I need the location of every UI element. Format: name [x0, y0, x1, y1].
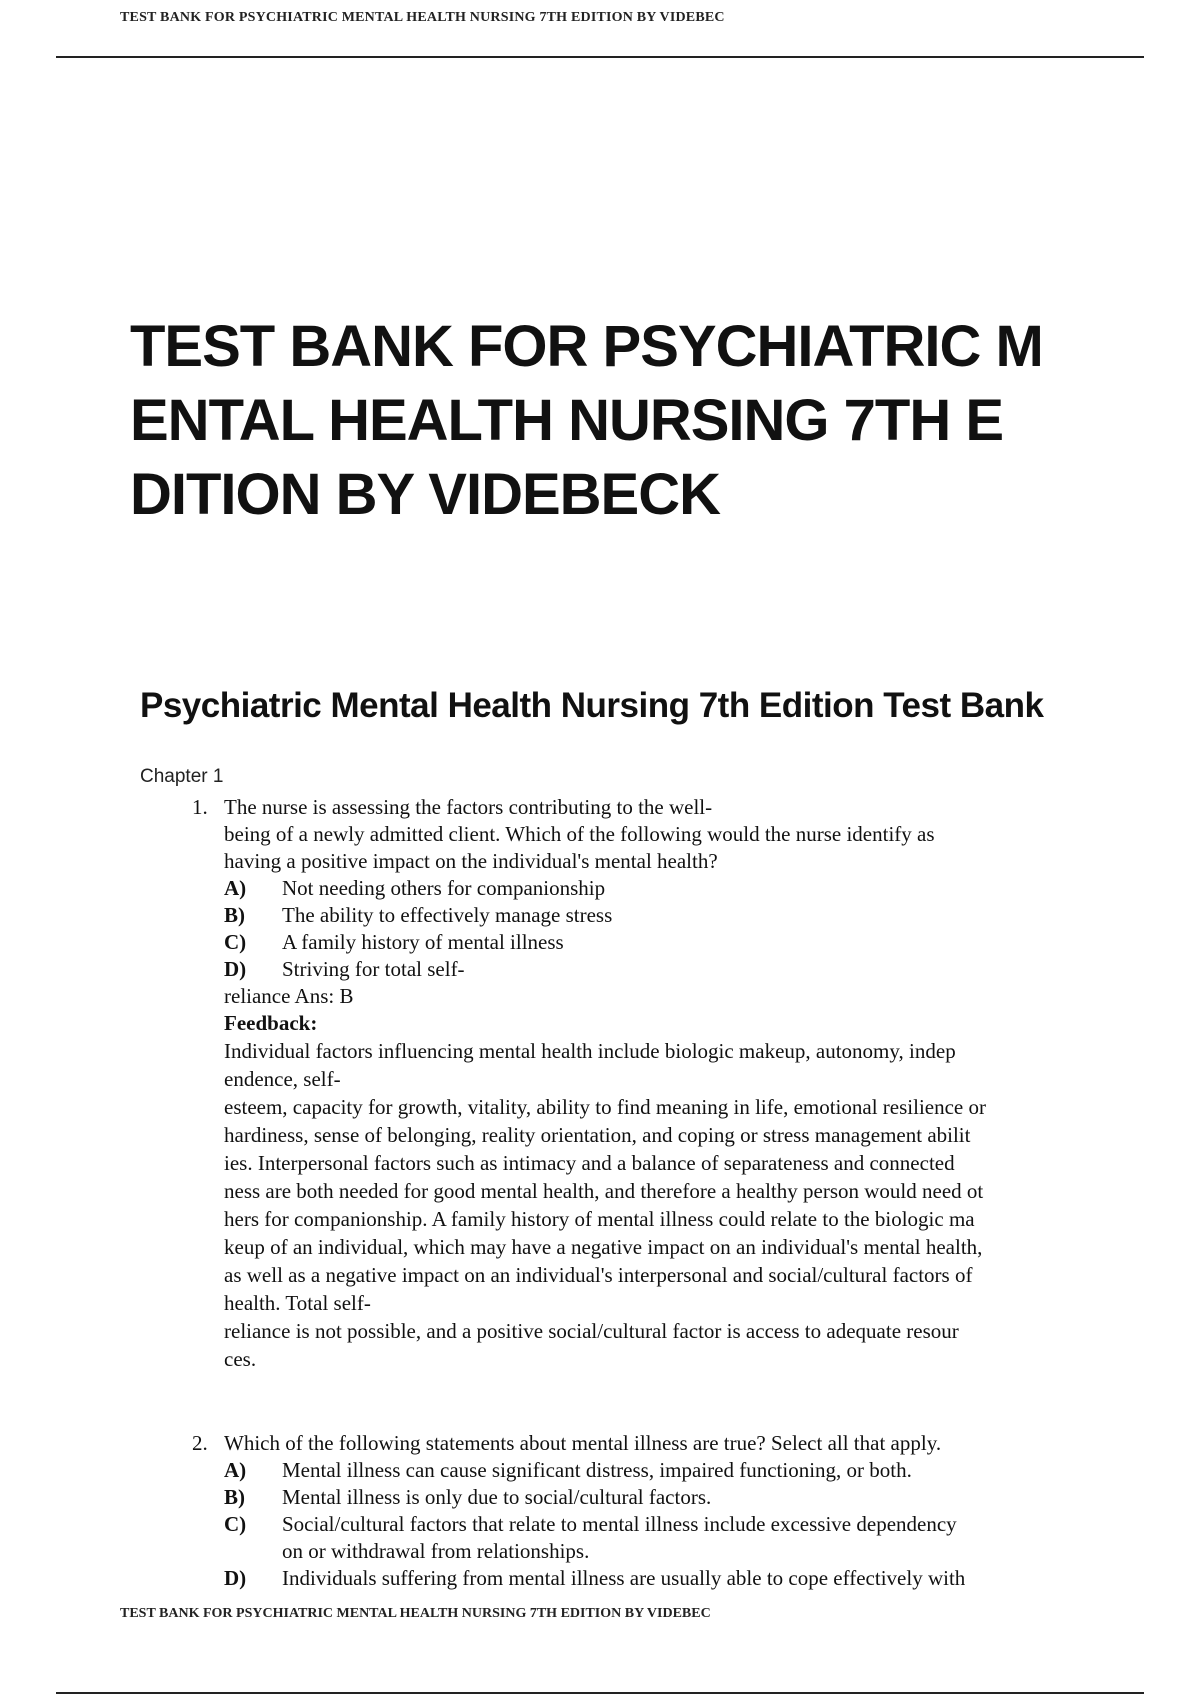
running-header: TEST BANK FOR PSYCHIATRIC MENTAL HEALTH NURSING 7TH EDITION BY VIDEBEC [120, 10, 725, 25]
answer-option-b [192, 902, 1072, 929]
question-2 [192, 1430, 1072, 1592]
document-title [130, 310, 1130, 532]
feedback-line: ies. Interpersonal factors such as intimacy and a balance of separateness and connected [224, 1151, 955, 1175]
title-line: TEST BANK FOR PSYCHIATRIC M [130, 314, 1043, 379]
question-1 [192, 794, 1072, 1373]
feedback-line: ness are both needed for good mental health, and therefore a healthy person would need ot [224, 1179, 984, 1203]
option-text: The ability to effectively manage stress [282, 903, 613, 927]
chapter-label: Chapter 1 [140, 766, 224, 787]
option-text: Mental illness can cause significant distress, impaired functioning, or both. [282, 1458, 912, 1482]
answer-option-b [192, 1484, 1072, 1511]
answer-option-c [192, 1511, 1072, 1538]
option-text: Social/cultural factors that relate to mental illness include excessive dependency [282, 1512, 957, 1536]
option-letter: D) [224, 1566, 247, 1590]
footer-divider [56, 1692, 1144, 1694]
option-letter: B) [224, 903, 245, 927]
option-text: on or withdrawal from relationships. [282, 1539, 590, 1563]
feedback-line: hers for companionship. A family history of mental illness could relate to the biologic ma [224, 1207, 975, 1231]
option-letter: C) [224, 1512, 247, 1536]
feedback-line: hardiness, sense of belonging, reality orientation, and coping or stress management abilit [224, 1123, 971, 1147]
title-line: ENTAL HEALTH NURSING 7TH E [130, 388, 1004, 453]
option-text: Individuals suffering from mental illness are usually able to cope effectively with [282, 1566, 966, 1590]
document-subtitle: Psychiatric Mental Health Nursing 7th Edition Test Bank [140, 686, 1044, 725]
header-divider [56, 56, 1144, 58]
option-letter: B) [224, 1485, 245, 1509]
feedback-line: reliance is not possible, and a positive social/cultural factor is access to adequate resour [224, 1319, 959, 1343]
feedback-line: esteem, capacity for growth, vitality, ability to find meaning in life, emotional resilience or [224, 1095, 986, 1119]
feedback-line: ces. [224, 1347, 257, 1371]
option-letter: A) [224, 1458, 247, 1482]
answer-option-c-continued [192, 1538, 1072, 1565]
question-stem-line: 1. The nurse is assessing the factors contributing to the well- [192, 795, 713, 819]
feedback-line: keup of an individual, which may have a negative impact on an individual's mental health, [224, 1235, 983, 1259]
feedback-line: health. Total self- [224, 1291, 371, 1315]
option-text: Not needing others for companionship [282, 876, 606, 900]
feedback-line: Individual factors influencing mental health include biologic makeup, autonomy, indep [224, 1039, 956, 1063]
question-stem-line: being of a newly admitted client. Which of the following would the nurse identify as [224, 822, 935, 846]
running-footer: TEST BANK FOR PSYCHIATRIC MENTAL HEALTH NURSING 7TH EDITION BY VIDEBEC [120, 1606, 711, 1621]
option-letter: A) [224, 876, 247, 900]
question-stem-line: having a positive impact on the individual's mental health? [224, 849, 718, 873]
option-letter: C) [224, 930, 247, 954]
option-text: Mental illness is only due to social/cultural factors. [282, 1485, 712, 1509]
option-text: A family history of mental illness [282, 930, 564, 954]
answer-option-d [192, 956, 1072, 983]
title-line: DITION BY VIDEBECK [130, 462, 721, 527]
option-letter: D) [224, 957, 247, 981]
option-text: Striving for total self- [282, 957, 465, 981]
answer-option-a [192, 1457, 1072, 1484]
answer-key: reliance Ans: B [224, 984, 354, 1008]
feedback-line: endence, self- [224, 1067, 341, 1091]
question-number: 2. [192, 1431, 208, 1455]
answer-option-d [192, 1565, 1072, 1592]
question-number: 1. [192, 795, 208, 819]
answer-option-c [192, 929, 1072, 956]
answer-option-a [192, 875, 1072, 902]
feedback-heading: Feedback: [224, 1011, 318, 1035]
feedback-line: as well as a negative impact on an individual's interpersonal and social/cultural factors of [224, 1263, 973, 1287]
question-stem-line: 2. Which of the following statements about mental illness are true? Select all that apply. [192, 1431, 942, 1455]
